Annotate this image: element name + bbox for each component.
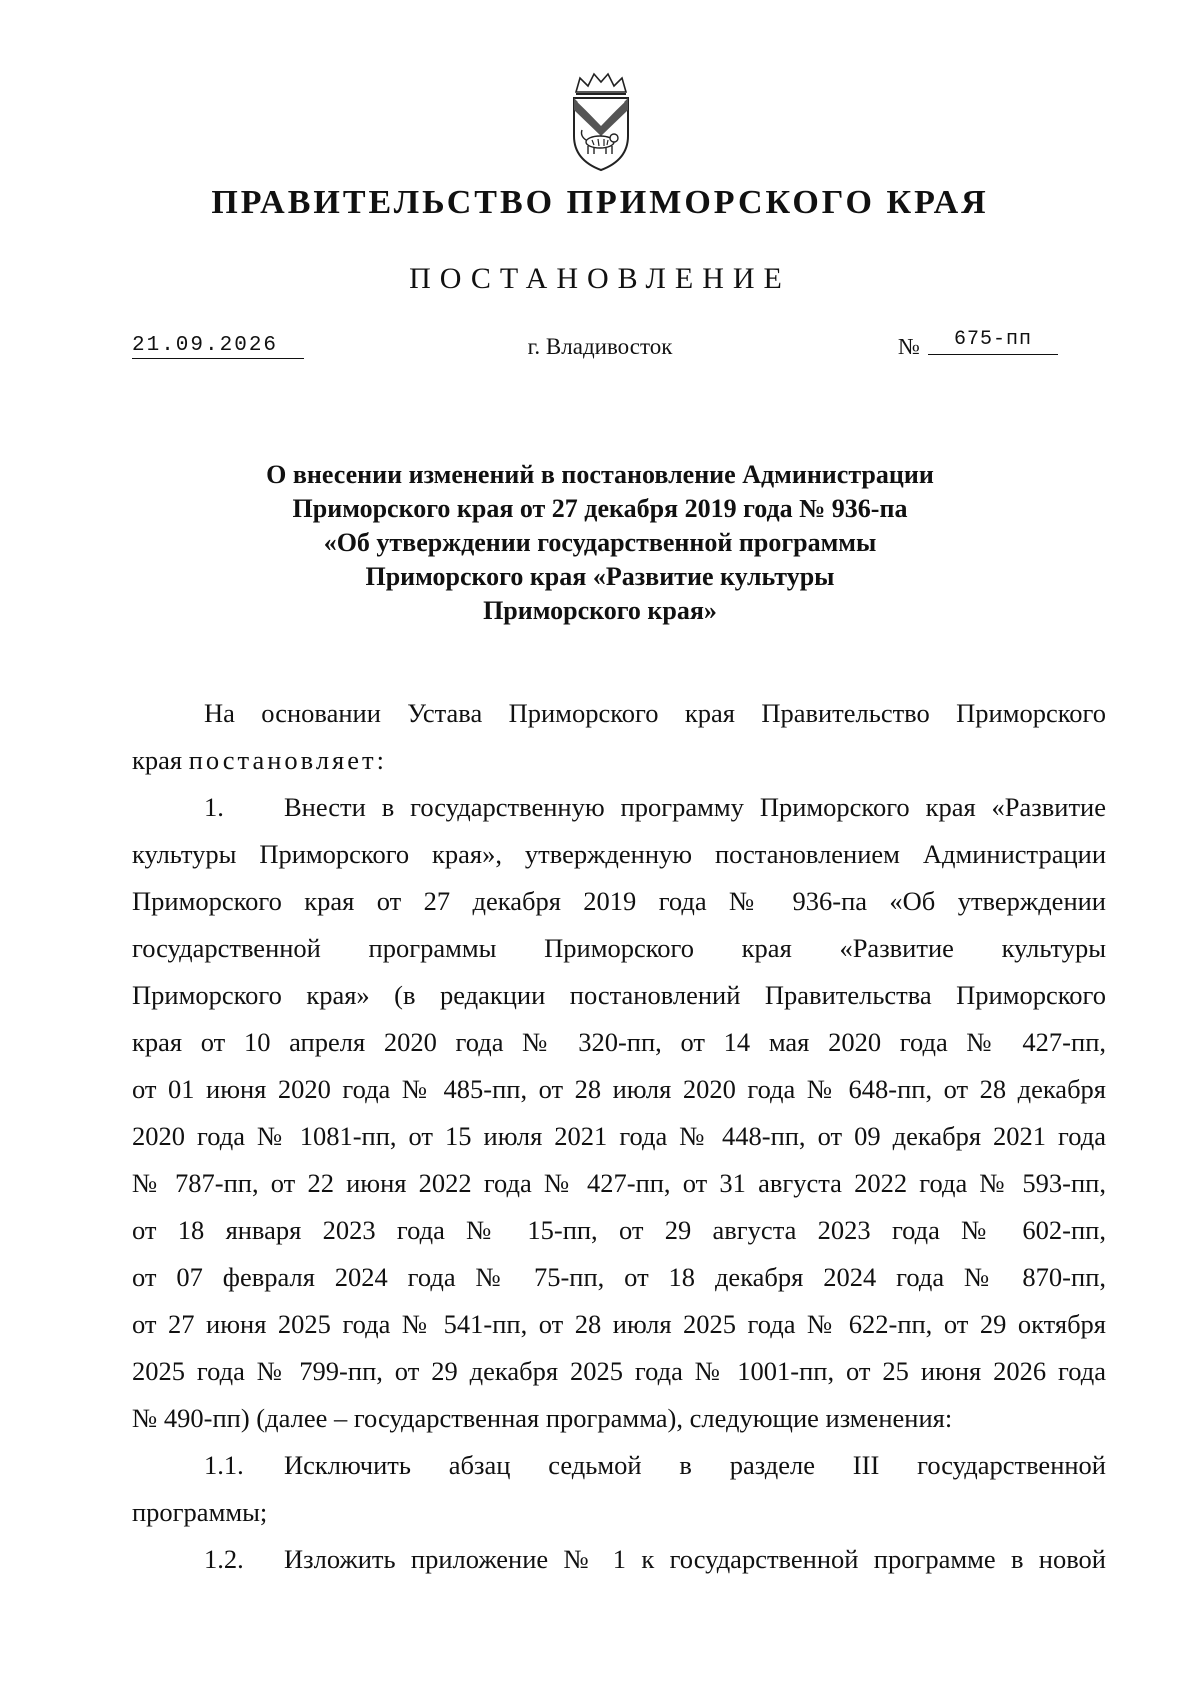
subject-line: Приморского края «Развитие культуры bbox=[365, 562, 835, 591]
item-1-line: № 490-пп) (далее – государственная программа), следующие изменения: bbox=[132, 1403, 953, 1433]
preamble-prefix: края bbox=[132, 745, 183, 775]
item-1-line: от 01 июня 2020 года № 485-пп, от 28 июля 2020 года № 648-пп, от 28 декабря bbox=[132, 1074, 1106, 1104]
document-subject bbox=[200, 458, 1000, 628]
document-type: ПОСТАНОВЛЕНИЕ bbox=[409, 262, 791, 295]
subject-line: О внесении изменений в постановление Администрации bbox=[266, 460, 934, 489]
document-number: 675-пп bbox=[928, 328, 1058, 355]
item-1-number: 1. bbox=[204, 792, 224, 822]
item-1-line: Приморского края» (в редакции постановлений Правительства Приморского bbox=[132, 980, 1106, 1010]
item-1-text: Внести в государственную программу Приморского края «Развитие bbox=[284, 792, 1106, 822]
preamble-line bbox=[132, 737, 1106, 784]
document-date: 21.09.2026 bbox=[132, 334, 304, 359]
coat-of-arms-emblem bbox=[566, 70, 636, 176]
item-1-line: государственной программы Приморского края «Развитие культуры bbox=[132, 933, 1106, 963]
item-1-line bbox=[132, 784, 1106, 831]
item-1-line: 2025 года № 799-пп, от 29 декабря 2025 года № 1001-пп, от 25 июня 2026 года bbox=[132, 1356, 1106, 1386]
subject-line: Приморского края от 27 декабря 2019 года № 936-па bbox=[292, 494, 908, 523]
subject-line: «Об утверждении государственной программы bbox=[323, 528, 877, 557]
item-1-1-text: Исключить абзац седьмой в разделе III государственной bbox=[284, 1450, 1106, 1480]
item-1-1-line: программы; bbox=[132, 1497, 268, 1527]
item-1-line: 2020 года № 1081-пп, от 15 июля 2021 года № 448-пп, от 09 декабря 2021 года bbox=[132, 1121, 1106, 1151]
preamble-line: На основании Устава Приморского края Правительство Приморского bbox=[204, 698, 1106, 728]
coat-of-arms-icon bbox=[566, 70, 636, 176]
item-1-line: от 07 февраля 2024 года № 75-пп, от 18 декабря 2024 года № 870-пп, bbox=[132, 1262, 1106, 1292]
item-1-line: культуры Приморского края», утвержденную постановлением Администрации bbox=[132, 839, 1106, 869]
item-1-2-number: 1.2. bbox=[204, 1544, 244, 1574]
item-1-line: от 18 января 2023 года № 15-пп, от 29 августа 2023 года № 602-пп, bbox=[132, 1215, 1106, 1245]
subject-line: Приморского края» bbox=[483, 596, 717, 625]
document-number-label: № bbox=[898, 334, 920, 359]
item-1-2-line bbox=[132, 1536, 1106, 1583]
item-1-line: Приморского края от 27 декабря 2019 года № 936-па «Об утверждении bbox=[132, 886, 1106, 916]
document-meta-row bbox=[0, 328, 1200, 374]
item-1-1-number: 1.1. bbox=[204, 1450, 244, 1480]
preamble-resolves: постановляет: bbox=[188, 745, 387, 775]
item-1-line: края от 10 апреля 2020 года № 320-пп, от 14 мая 2020 года № 427-пп, bbox=[132, 1027, 1106, 1057]
document-body bbox=[132, 690, 1106, 1583]
government-name: ПРАВИТЕЛЬСТВО ПРИМОРСКОГО КРАЯ bbox=[211, 184, 989, 221]
item-1-1-line bbox=[132, 1442, 1106, 1489]
item-1-line: № 787-пп, от 22 июня 2022 года № 427-пп, от 31 августа 2022 года № 593-пп, bbox=[132, 1168, 1106, 1198]
item-1-2-text: Изложить приложение № 1 к государственной программе в новой bbox=[284, 1544, 1106, 1574]
document-city: г. Владивосток bbox=[527, 334, 673, 359]
item-1-line: от 27 июня 2025 года № 541-пп, от 28 июля 2025 года № 622-пп, от 29 октября bbox=[132, 1309, 1106, 1339]
